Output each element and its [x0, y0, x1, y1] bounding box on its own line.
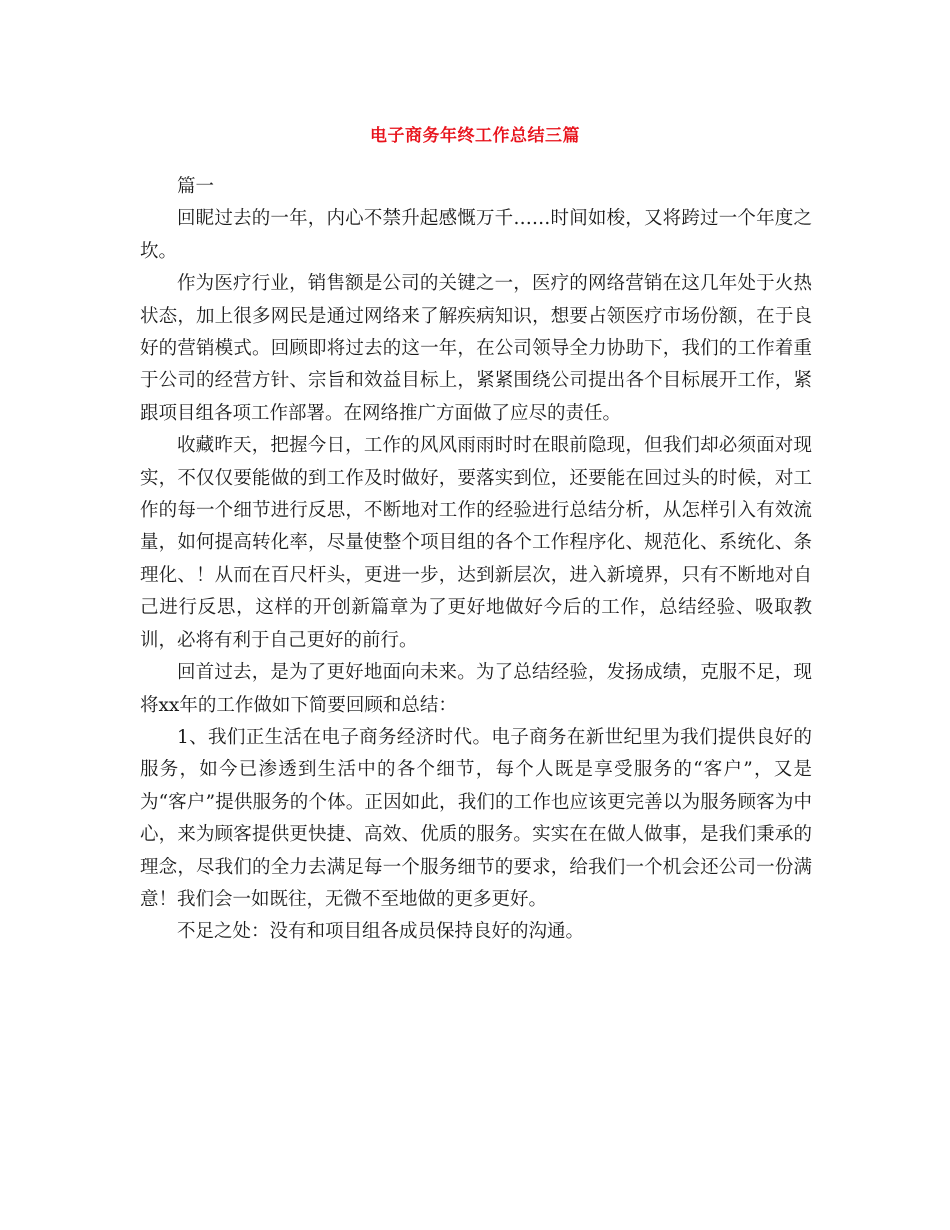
paragraph: 收藏昨天，把握今日，工作的风风雨雨时时在眼前隐现，但我们却必须面对现实，不仅仅要能做的到工作及时做好，要落实到位，还要能在回过头的时候，对工作的每一个细节进行反思，不断地对工作的经验进行总结分析，从怎样引入有效流量，如何提高转化率，尽量使整个项目组的各个工作程序化、规范化、系统化、条理化、！从而在百尺杆头，更进一步，达到新层次，进入新境界，只有不断地对自己进行反思，这样的开创新篇章为了更好地做好今后的工作，总结经验、吸取教训，必将有利于自己更好的前行。: [140, 435, 812, 651]
paragraph: 作为医疗行业，销售额是公司的关键之一，医疗的网络营销在这几年处于火热状态，加上很多网民是通过网络来了解疾病知识，想要占领医疗市场份额，在于良好的营销模式。回顾即将过去的这一年，在公司领导全力协助下，我们的工作着重于公司的经营方针、宗旨和效益目标上，紧紧围绕公司提出各个目标展开工作，紧跟项目组各项工作部署。在网络推广方面做了应尽的责任。: [140, 273, 812, 424]
section-heading: 篇一: [177, 176, 215, 197]
document-body: [140, 171, 812, 949]
paragraph: 回首过去，是为了更好地面向未来。为了总结经验，发扬成绩，克服不足，现将xx年的工作做如下简要回顾和总结：: [140, 662, 812, 716]
paragraph: 不足之处：没有和项目组各成员保持良好的沟通。: [177, 921, 585, 943]
document-title: 电子商务年终工作总结三篇: [370, 126, 580, 146]
paragraph: 1、我们正生活在电子商务经济时代。电子商务在新世纪里为我们提供良好的服务，如今已渗透到生活中的各个细节，每个人既是享受服务的“客户”，又是为“客户”提供服务的个体。正因如此，我们的工作也应该更完善以为服务顾客为中心，来为顾客提供更快捷、高效、优质的服务。实实在在做人做事，是我们秉承的理念，尽我们的全力去满足每一个服务细节的要求，给我们一个机会还公司一份满意！我们会一如既往，无微不至地做的更多更好。: [140, 726, 812, 910]
paragraph: 回眤过去的一年，内心不禁升起感慨万千……时间如梭，又将跨过一个年度之坎。: [140, 208, 812, 262]
